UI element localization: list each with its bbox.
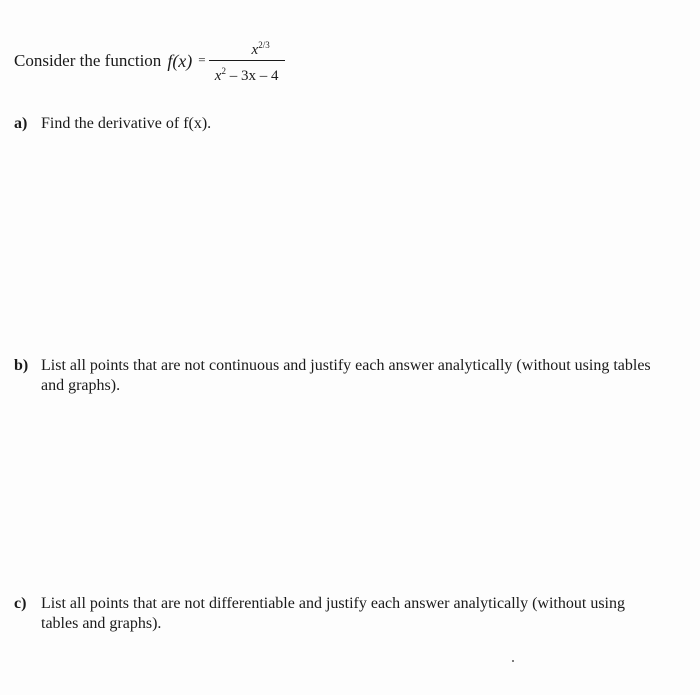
function-definition <box>14 36 285 86</box>
function-lhs: f(x) <box>167 50 193 71</box>
fraction-numerator <box>224 37 270 60</box>
question-a-label: a) <box>14 115 28 132</box>
question-a-text: Find the derivative of f(x). <box>41 115 212 132</box>
function-fraction <box>209 37 285 85</box>
numerator-base: x <box>251 41 259 58</box>
stray-mark <box>512 660 514 662</box>
equals-sign: = <box>198 52 206 67</box>
numerator-exponent: 2/3 <box>258 39 270 50</box>
question-a <box>14 114 614 134</box>
question-c-text: List all points that are not differentiable and justify each answer analytically (without using tables and graphs). <box>41 595 625 632</box>
question-c <box>14 594 664 634</box>
question-b-text: List all points that are not continuous and justify each answer analytically (without using tables and graphs). <box>41 357 651 394</box>
denominator-exponent: 2 <box>221 66 226 77</box>
fraction-denominator <box>215 61 279 85</box>
question-b-label: b) <box>14 357 29 374</box>
intro-text: Consider the function <box>14 51 162 70</box>
question-c-label: c) <box>14 595 27 612</box>
denominator-rest: – 3x – 4 <box>225 68 279 85</box>
denominator-x: x <box>214 68 222 85</box>
question-b <box>14 356 674 396</box>
